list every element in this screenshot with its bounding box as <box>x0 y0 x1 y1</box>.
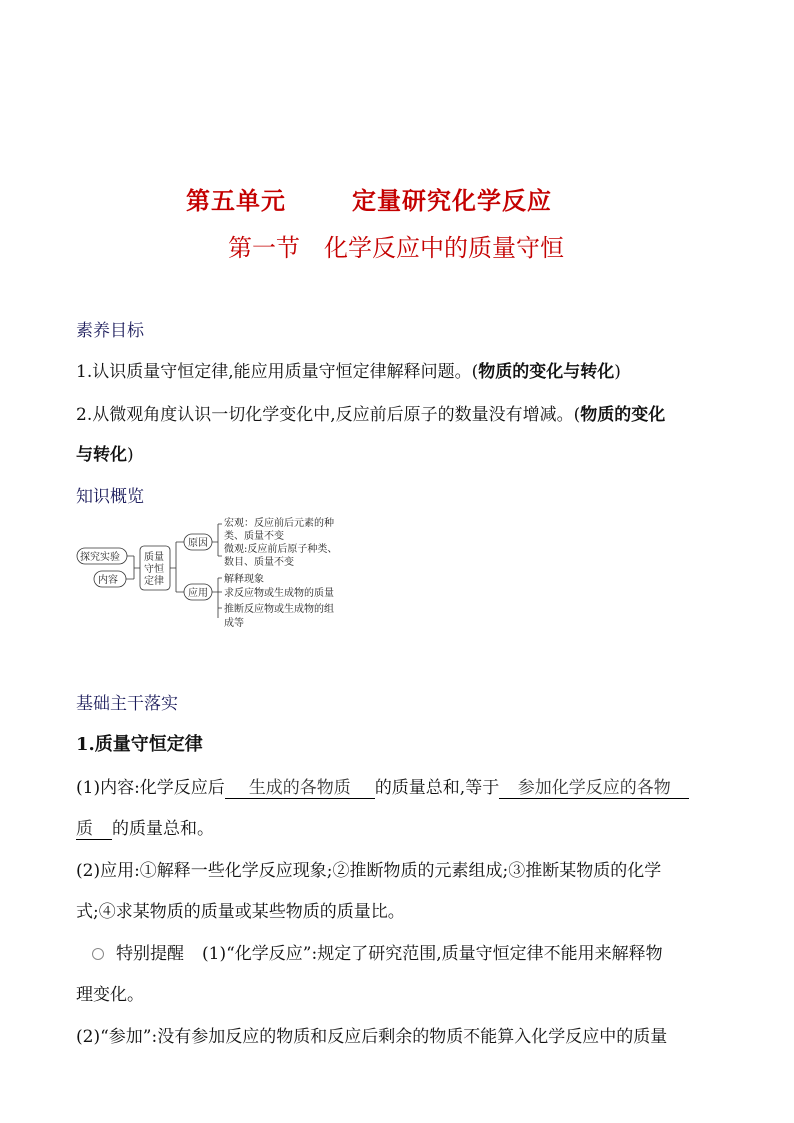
tip-icon <box>92 948 104 960</box>
overview-heading: 知识概览 <box>76 487 144 507</box>
unit-number: 第五单元 <box>186 186 286 215</box>
section-number: 第一节 <box>228 234 300 262</box>
reason-label: 原因 <box>188 538 208 549</box>
app-line-2: 求反应物或生成物的质量 <box>224 588 334 599</box>
answer-blank-1: 生成的各物质 <box>225 773 375 799</box>
law-title: 1.质量守恒定律 <box>76 734 203 755</box>
unit-title <box>186 181 552 216</box>
goals-heading: 素养目标 <box>76 321 144 341</box>
app-line-4: 成等 <box>224 618 244 629</box>
macro-line-1: 宏观：反应前后元素的种 <box>224 518 334 529</box>
application-label: 应用 <box>188 588 208 599</box>
micro-line-2: 数目、质量不变 <box>224 557 294 568</box>
tip-label: 特别提醒 <box>116 944 184 964</box>
content-label: 内容 <box>98 575 118 586</box>
goal-item-2: 2.从微观角度认识一切化学变化中,反应前后原子的数量没有增减。(物质的变化 <box>76 405 666 425</box>
unit-topic: 定量研究化学反应 <box>352 186 552 215</box>
law-content-line-2: 质 的质量总和。 <box>76 814 214 840</box>
tip-line-2: 理变化。 <box>76 985 144 1005</box>
answer-blank-2-cont: 质 <box>76 814 112 840</box>
basics-heading: 基础主干落实 <box>76 694 178 714</box>
explore-label: 探究实验 <box>80 552 120 563</box>
goal-item-2-cont: 与转化) <box>76 445 134 465</box>
section-topic: 化学反应中的质量守恒 <box>324 234 564 262</box>
special-tip: 特别提醒 (1)“化学反应”:规定了研究范围,质量守恒定律不能用来解释物 <box>92 939 663 964</box>
micro-line-1: 微观:反应前后原子种类、 <box>224 544 338 555</box>
law-label-2: 守恒 <box>144 564 164 575</box>
answer-blank-2: 参加化学反应的各物 <box>499 773 689 799</box>
app-line-3: 推断反应物或生成物的组 <box>224 604 334 615</box>
application-line-2: 式;④求某物质的质量或某些物质的质量比。 <box>76 902 405 922</box>
macro-line-2: 类、质量不变 <box>224 531 284 542</box>
law-label-3: 定律 <box>144 576 164 587</box>
app-line-1: 解释现象 <box>224 574 264 585</box>
goal-item-1: 1.认识质量守恒定律,能应用质量守恒定律解释问题。(物质的变化与转化) <box>76 362 621 382</box>
law-content-line-1: (1)内容:化学反应后 生成的各物质 的质量总和,等于 参加化学反应的各物 <box>76 773 689 799</box>
section-title <box>228 228 564 263</box>
concept-map <box>76 512 366 636</box>
application-line-1: (2)应用:①解释一些化学反应现象;②推断物质的元素组成;③推断某物质的化学 <box>76 861 662 881</box>
law-label-1: 质量 <box>144 552 164 563</box>
tip2-line-1: (2)“参加”:没有参加反应的物质和反应后剩余的物质不能算入化学反应中的质量 <box>76 1027 668 1047</box>
